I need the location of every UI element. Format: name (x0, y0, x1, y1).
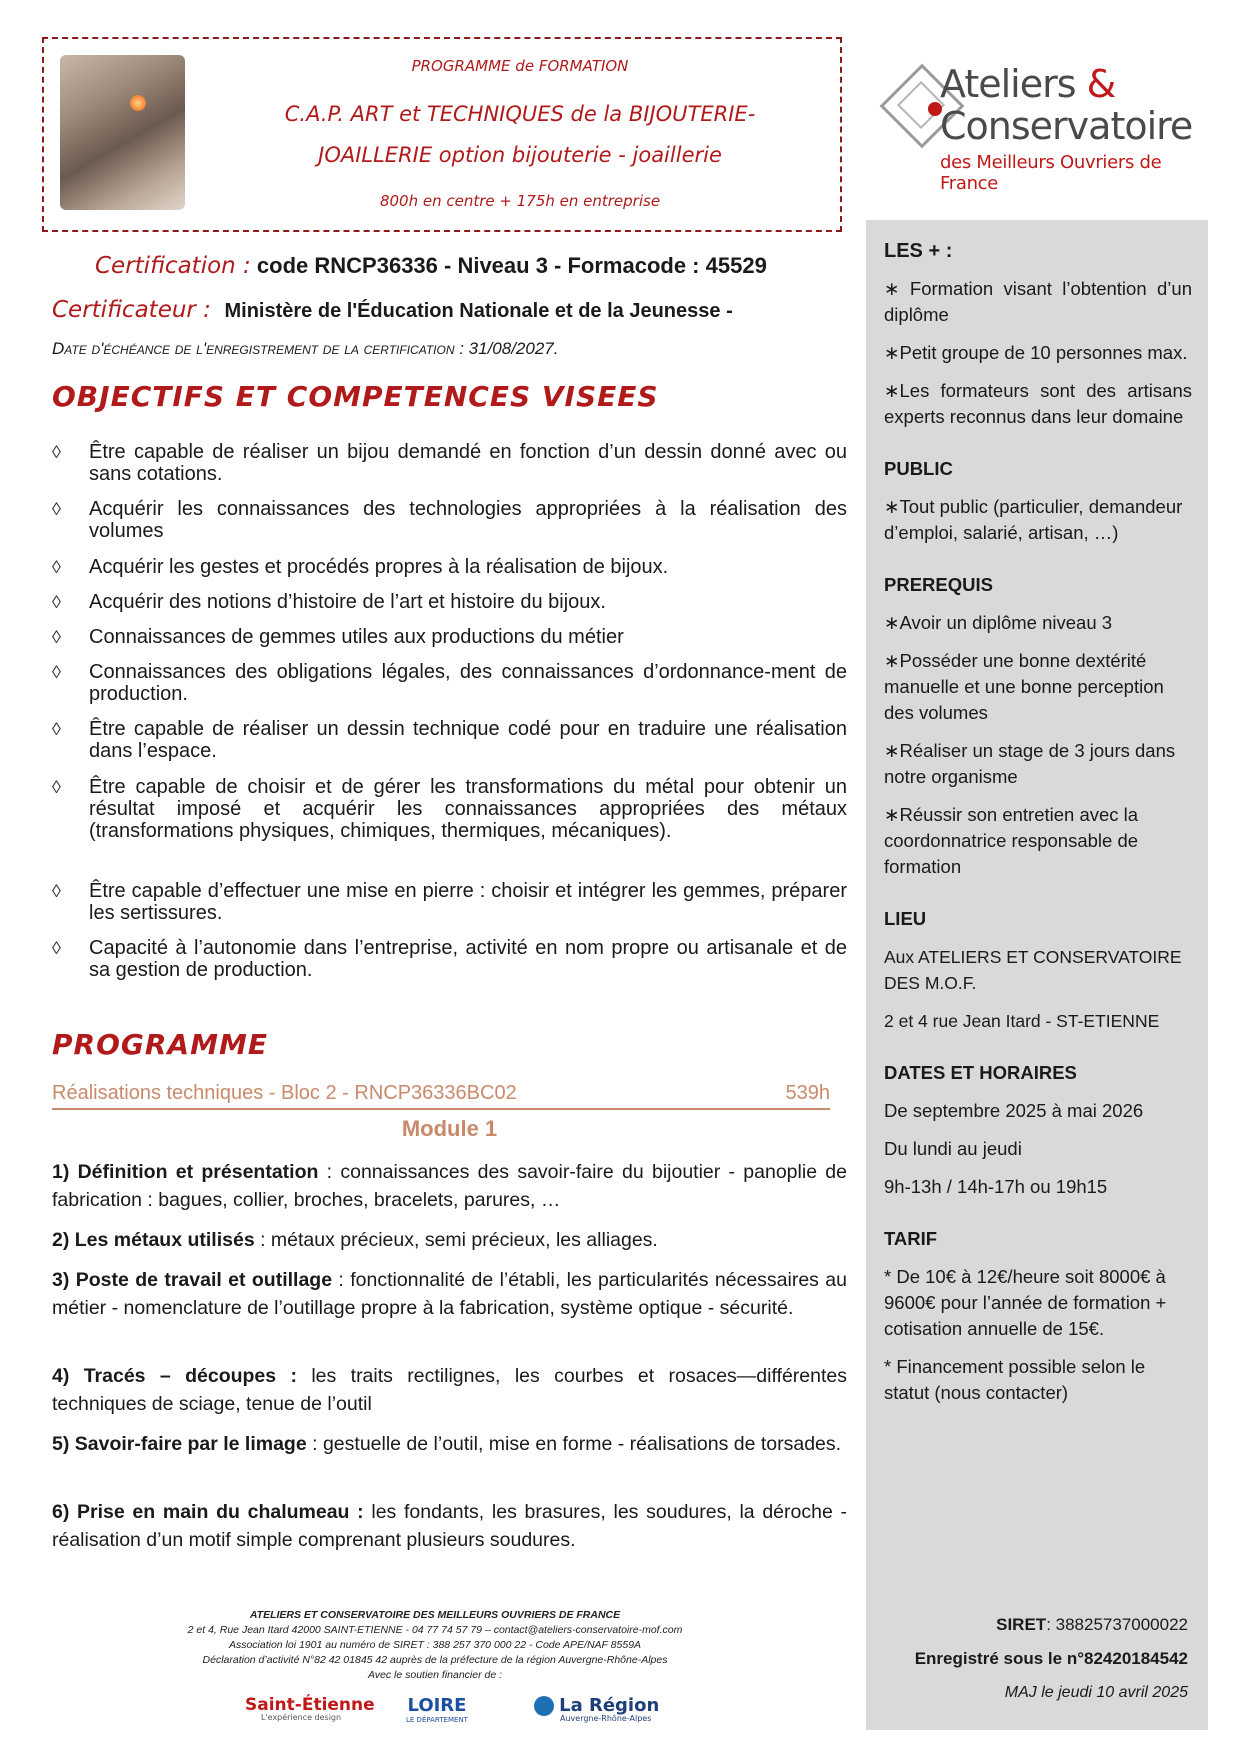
diamond-bullet-icon: ◊ (52, 499, 61, 519)
prerequis-item: ∗Posséder une bonne dextérité manuelle et une bonne perception des volumes (884, 650, 1164, 723)
diamond-bullet-icon: ◊ (52, 881, 61, 901)
les-plus-title: LES + : (884, 240, 953, 262)
certification-value: code RNCP36336 - Niveau 3 - Formacode : 45529 (256, 253, 767, 278)
objectif-text: Capacité à l’autonomie dans l’entreprise, activité en nom propre ou artisanale et de sa gestion de production. (89, 937, 847, 981)
region-circle-icon (534, 1696, 554, 1716)
header-photo (60, 55, 185, 210)
bloc-line (52, 1082, 830, 1110)
objectifs-title: OBJECTIFS ET COMPETENCES VISEES (52, 380, 659, 413)
programme-item-title: 6) Prise en main du chalumeau : (52, 1501, 364, 1523)
objectif-item (52, 498, 847, 542)
footer-org: ATELIERS ET CONSERVATOIRE DES MEILLEURS OUVRIERS DE FRANCE (249, 1609, 621, 1621)
objectif-item (52, 556, 847, 578)
programme-item-text: : gestuelle de l’outil, mise en forme - réalisations de torsades. (306, 1433, 842, 1455)
certification-line (95, 253, 767, 279)
logo-line2: Conservatoire (940, 104, 1193, 148)
footer-declaration: Déclaration d’activité N°82 42 01845 42 auprès de la préfecture de la région Auvergne-Rhône-Alpes (202, 1654, 668, 1666)
programme-item-text: les traits rectilignes, les courbes et rosaces—différentes techniques de sciage, tenue de l’outil (52, 1365, 847, 1415)
partner2-sub: LE DÉPARTEMENT (406, 1716, 468, 1724)
partner-loire-logo (406, 1695, 468, 1724)
partner1-sub: L'expérience design (261, 1713, 342, 1722)
echeance-date: Date d'échéance de l'enregistrement de la certification : 31/08/2027. (52, 339, 559, 358)
header-title-line1: C.A.P. ART et TECHNIQUES de la BIJOUTERIE- (284, 102, 756, 126)
objectif-text: Être capable de réaliser un bijou demandé en fonction d’un dessin donné avec ou sans cotations. (89, 441, 847, 485)
header-hours: 800h en centre + 175h en entreprise (379, 192, 661, 210)
tarif-line2: * Financement possible selon le statut (nous contacter) (884, 1356, 1146, 1403)
diamond-bullet-icon: ◊ (52, 627, 61, 647)
header-title-line2: JOAILLERIE option bijouterie - joaillerie (318, 143, 722, 167)
objectif-item (52, 937, 847, 981)
public-title: PUBLIC (884, 458, 953, 479)
certificateur-line (52, 297, 733, 323)
programme-item-text: : métaux précieux, semi précieux, les alliages. (254, 1229, 658, 1251)
lieu-title: LIEU (884, 908, 927, 929)
diamond-bullet-icon: ◊ (52, 557, 61, 577)
logo-line1: Ateliers (940, 62, 1076, 106)
prerequis-item: ∗Réaliser un stage de 3 jours dans notre organisme (884, 740, 1176, 787)
partner-region-logo (534, 1695, 659, 1723)
les-plus-item: ∗ Formation visant l’obtention d’un diplôme (884, 278, 1192, 325)
diamond-bullet-icon: ◊ (52, 938, 61, 958)
diamond-bullet-icon: ◊ (52, 777, 61, 797)
module-title: Module 1 (401, 1116, 498, 1141)
enregistre-line: Enregistré sous le n°82420184542 (914, 1649, 1188, 1668)
objectif-text: Connaissances des obligations légales, des connaissances d’ordonnance-ment de production. (89, 661, 847, 705)
programme-item (52, 1266, 847, 1322)
programme-item-title: 5) Savoir-faire par le limage (52, 1433, 307, 1455)
objectif-text: Connaissances de gemmes utiles aux productions du métier (89, 626, 624, 648)
objectif-text: Acquérir les gestes et procédés propres à la réalisation de bijoux. (89, 556, 669, 578)
footer-address: 2 et 4, Rue Jean Itard 42000 SAINT-ETIENNE - 04 77 74 57 79 – contact@ateliers-conservatoire-mof.com (187, 1624, 683, 1636)
siret-value: : 38825737000022 (1046, 1615, 1188, 1634)
programme-item-text: : connaissances des savoir-faire du bijoutier - panoplie de fabrication : bagues, collier, broches, bracelets, parures, … (52, 1161, 847, 1211)
objectif-text: Acquérir les connaissances des technologies appropriées à la réalisation des volumes (89, 498, 847, 542)
lieu-line2: 2 et 4 rue Jean Itard - ST-ETIENNE (884, 1011, 1160, 1031)
dates-line3: 9h-13h / 14h-17h ou 19h15 (884, 1176, 1108, 1197)
lieu-line1: Aux ATELIERS ET CONSERVATOIRE DES M.O.F. (884, 947, 1182, 993)
certificateur-value: Ministère de l'Éducation Nationale et de la Jeunesse - (224, 300, 733, 322)
page-footer (160, 1608, 710, 1683)
dates-line2: Du lundi au jeudi (884, 1138, 1022, 1159)
torch-flame (130, 95, 146, 111)
partner3-name: La Région (559, 1695, 660, 1716)
les-plus-item: ∗Petit groupe de 10 personnes max. (884, 342, 1188, 363)
siret-label: SIRET (996, 1615, 1047, 1634)
programme-item-text: les fondants, les brasures, les soudures, la déroche - réalisation d’un motif simple comprenant plusieurs soudures. (52, 1501, 847, 1551)
programme-item (52, 1498, 847, 1554)
prerequis-item: ∗Réussir son entretien avec la coordonnatrice responsable de formation (884, 804, 1139, 877)
programme-item (52, 1226, 847, 1254)
programme-item (52, 1158, 847, 1214)
bloc-label: Réalisations techniques - Bloc 2 - RNCP36336BC02 (52, 1082, 517, 1104)
objectif-item (52, 626, 847, 648)
footer-soutien: Avec le soutien financier de : (367, 1669, 503, 1681)
diamond-bullet-icon: ◊ (52, 662, 61, 682)
public-text: ∗Tout public (particulier, demandeur d’emploi, salarié, artisan, …) (884, 496, 1183, 543)
prerequis-item: ∗Avoir un diplôme niveau 3 (884, 612, 1113, 633)
certificateur-label: Certificateur : (52, 297, 211, 323)
footer-association: Association loi 1901 au numéro de SIRET : 388 257 370 000 22 - Code APE/NAF 8559A (228, 1639, 642, 1651)
maj-date: MAJ le jeudi 10 avril 2025 (1004, 1684, 1188, 1701)
objectif-item (52, 776, 847, 842)
sidebar-footer (866, 1608, 1208, 1710)
les-plus-item: ∗Les formateurs sont des artisans experts reconnus dans leur domaine (884, 380, 1192, 427)
logo-amp: & (1086, 62, 1116, 106)
objectif-text: Acquérir des notions d’histoire de l’art et histoire du bijoux. (89, 591, 606, 613)
objectif-text: Être capable de choisir et de gérer les transformations du métal pour obtenir un résultat imposé et acquérir les connaissances appropriées des métaux (transformations physiques, chimiques, thermiques, mécaniques). (89, 776, 847, 842)
prerequis-title: PREREQUIS (884, 574, 993, 595)
objectif-item (52, 661, 847, 705)
dates-line1: De septembre 2025 à mai 2026 (884, 1100, 1144, 1121)
sidebar (866, 220, 1208, 1730)
objectif-text: Être capable d’effectuer une mise en pierre : choisir et intégrer les gemmes, préparer les sertissures. (89, 880, 847, 924)
bloc-hours: 539h (785, 1082, 830, 1104)
programme-item-title: 1) Définition et présentation (52, 1161, 319, 1183)
objectif-text: Être capable de réaliser un dessin technique codé pour en traduire une réalisation dans l’espace. (89, 718, 847, 762)
objectif-item (52, 591, 847, 613)
partner-saint-etienne-logo (245, 1695, 375, 1722)
header-programme-label: PROGRAMME de FORMATION (411, 57, 629, 75)
certification-label: Certification : (95, 253, 251, 279)
programme-item-text: : fonctionnalité de l’établi, les particularités nécessaires au métier - nomenclature de l’outillage propre à la fabrication, système optique - sécurité. (52, 1269, 847, 1319)
tarif-line1: * De 10€ à 12€/heure soit 8000€ à 9600€ pour l’année de formation + cotisation annuelle de 15€. (884, 1266, 1167, 1339)
partner1-name: Saint-Étienne (245, 1695, 375, 1715)
objectif-item (52, 718, 847, 762)
programme-item (52, 1362, 847, 1418)
siret-line (866, 1608, 1188, 1642)
diamond-bullet-icon: ◊ (52, 442, 61, 462)
diamond-bullet-icon: ◊ (52, 719, 61, 739)
programme-title: PROGRAMME (52, 1028, 268, 1061)
programme-item-title: 3) Poste de travail et outillage (52, 1269, 333, 1291)
dates-title: DATES ET HORAIRES (884, 1062, 1077, 1083)
partner2-name: LOIRE (407, 1695, 467, 1716)
partner3-sub: Auvergne-Rhône-Alpes (560, 1714, 652, 1723)
tarif-title: TARIF (884, 1228, 938, 1249)
programme-item-title: 2) Les métaux utilisés (52, 1229, 255, 1251)
objectif-item (52, 880, 847, 924)
objectif-item (52, 441, 847, 485)
logo (882, 62, 1193, 194)
logo-line3: des Meilleurs Ouvriers de France (940, 152, 1162, 194)
diamond-bullet-icon: ◊ (52, 592, 61, 612)
programme-item-title: 4) Tracés – découpes : (52, 1365, 297, 1387)
programme-item (52, 1430, 847, 1458)
